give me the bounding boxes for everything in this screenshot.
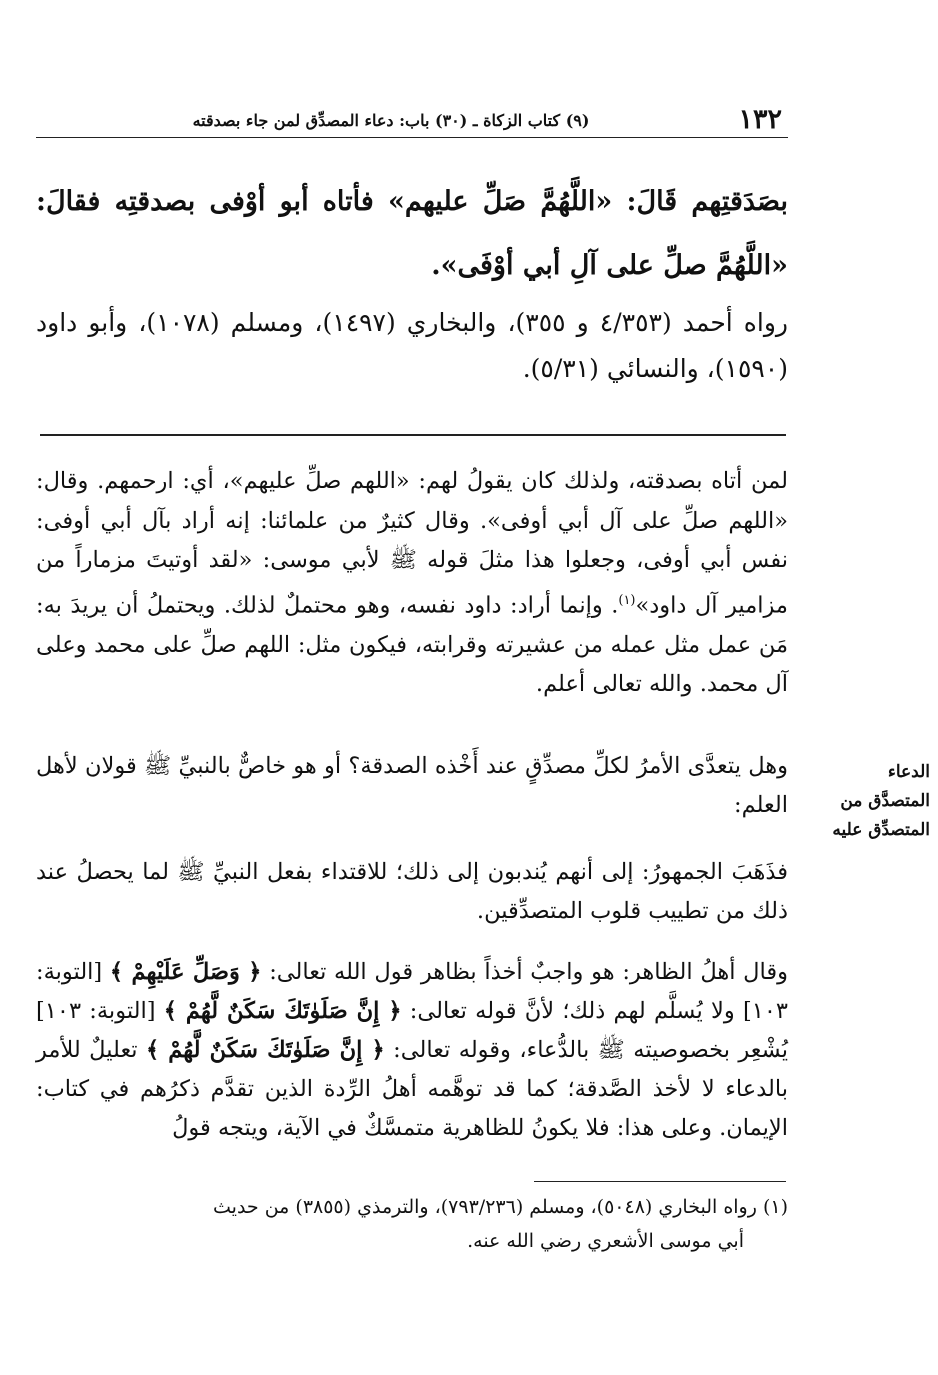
margin-note xyxy=(800,758,930,845)
majority-paragraph: فذَهَبَ الجمهورُ: إلى أنهم يُندبون إلى ذلك؛ للاقتداء بفعل النبيِّ ﷺ لما يحصلُ عند ذلك من تطييب قلوب المتصدِّقين. xyxy=(36,859,788,924)
footnote-marker: (١) xyxy=(618,592,636,608)
question-paragraph: وهل يتعدَّى الأمرُ لكلِّ مصدِّقٍ عند أَخْذه الصدقة؟ أو هو خاصٌّ بالنبيِّ ﷺ قولان لأهل العلم: xyxy=(36,753,788,818)
quran-verse-2: ﴿ إِنَّ صَلَوٰتَكَ سَكَنٌ لَّهُمْ ﴾ xyxy=(163,998,402,1024)
quran-verse-1: ﴿ وَصَلِّ عَلَيْهِمْ ﴾ xyxy=(109,959,262,985)
footnote-line-1: (١) رواه البخاري (٥٠٤٨)، ومسلم (٧٩٣/٢٣٦)، والترمذي (٣٨٥٥) من حديث xyxy=(213,1196,788,1218)
zahiri-text-2: [التوبة: ١٠٣] ولا يُسلَّم لهم ذلك؛ لأنَّ قوله تعالى: xyxy=(36,959,788,1024)
running-header xyxy=(36,103,788,138)
zahiri-paragraph xyxy=(36,953,836,1148)
footnote xyxy=(36,1190,788,1258)
hadith-source: رواه أحمد (٤/٣٥٣ و ٣٥٥)، والبخاري (١٤٩٧)، ومسلم (١٠٧٨)، وأبو داود (١٥٩٠)، والنسائي (٥/٣١). xyxy=(36,308,788,383)
hadith-text: بصَدَقتِهم قَالَ: «اللَّهُمَّ صَلِّ عليهم» فأتاه أبو أوْفى بصدقتِه فقالَ: «اللَّهُمَّ صلِّ على آلِ أبي أوْفَى». xyxy=(36,186,788,281)
margin-note-line-2: المتصدَّق من xyxy=(840,791,930,811)
quran-verse-3: ﴿ إِنَّ صَلَوٰتَكَ سَكَنٌ لَّهُمْ ﴾ xyxy=(146,1037,385,1063)
page-number: ١٣٢ xyxy=(738,104,782,135)
footnote-line-2: أبي موسى الأشعري رضي الله عنه. xyxy=(467,1230,744,1252)
commentary-text-a: لمن أتاه بصدقته، ولذلك كان يقولُ لهم: «اللهم صلِّ عليهم»، أي: ارحمهم. وقال: «اللهم صلِّ على آل أبي أوفى». وقال كثيرٌ من علمائنا: إنه أراد بآل أبي أوفى: نفس أبي أوفى، وجعلوا هذا مثلَ قوله ﷺ لأبي موسى: «لقد أوتيتَ مزماراً من مزامير آل داود» xyxy=(36,468,788,618)
running-title: (٩) كتاب الزكاة ـ (٣٠) باب: دعاء المصدِّق لمن جاء بصدقته xyxy=(192,111,590,130)
zahiri-text-3: [التوبة: ١٠٣] يُشْعِر بخصوصيته ﷺ بالدُّعاء، وقوله تعالى: xyxy=(36,998,788,1063)
margin-note-line-3: المتصدِّق عليه xyxy=(832,820,930,840)
section-divider xyxy=(40,434,786,436)
zahiri-text-1: وقال أهلُ الظاهر: هو واجبٌ أخذاً بظاهر قول الله تعالى: xyxy=(261,959,789,985)
zahiri-text-4: تعليلٌ للأمر بالدعاء لا لأخذ الصَّدقة؛ كما قد توهَّمه أهلُ الرِّدة الذين تقدَّم ذكرُهم في كتاب: الإيمان. وعلى هذا: فلا يكونُ للظاهرية متمسَّكٌ في الآية، ويتجه قولُ xyxy=(36,1037,788,1141)
footnote-divider xyxy=(534,1181,786,1182)
commentary-paragraph xyxy=(36,462,788,705)
commentary-text-b: . وإنما أراد: داود نفسه، وهو محتملٌ لذلك. ويحتملُ أن يريدَ به: مَن عمل مثل عمله من عشيرته وقرابته، فيكون مثل: اللهم صلِّ على محمد وعلى آل محمد. والله تعالى أعلم. xyxy=(36,592,788,697)
margin-note-line-1: الدعاء xyxy=(887,762,930,782)
